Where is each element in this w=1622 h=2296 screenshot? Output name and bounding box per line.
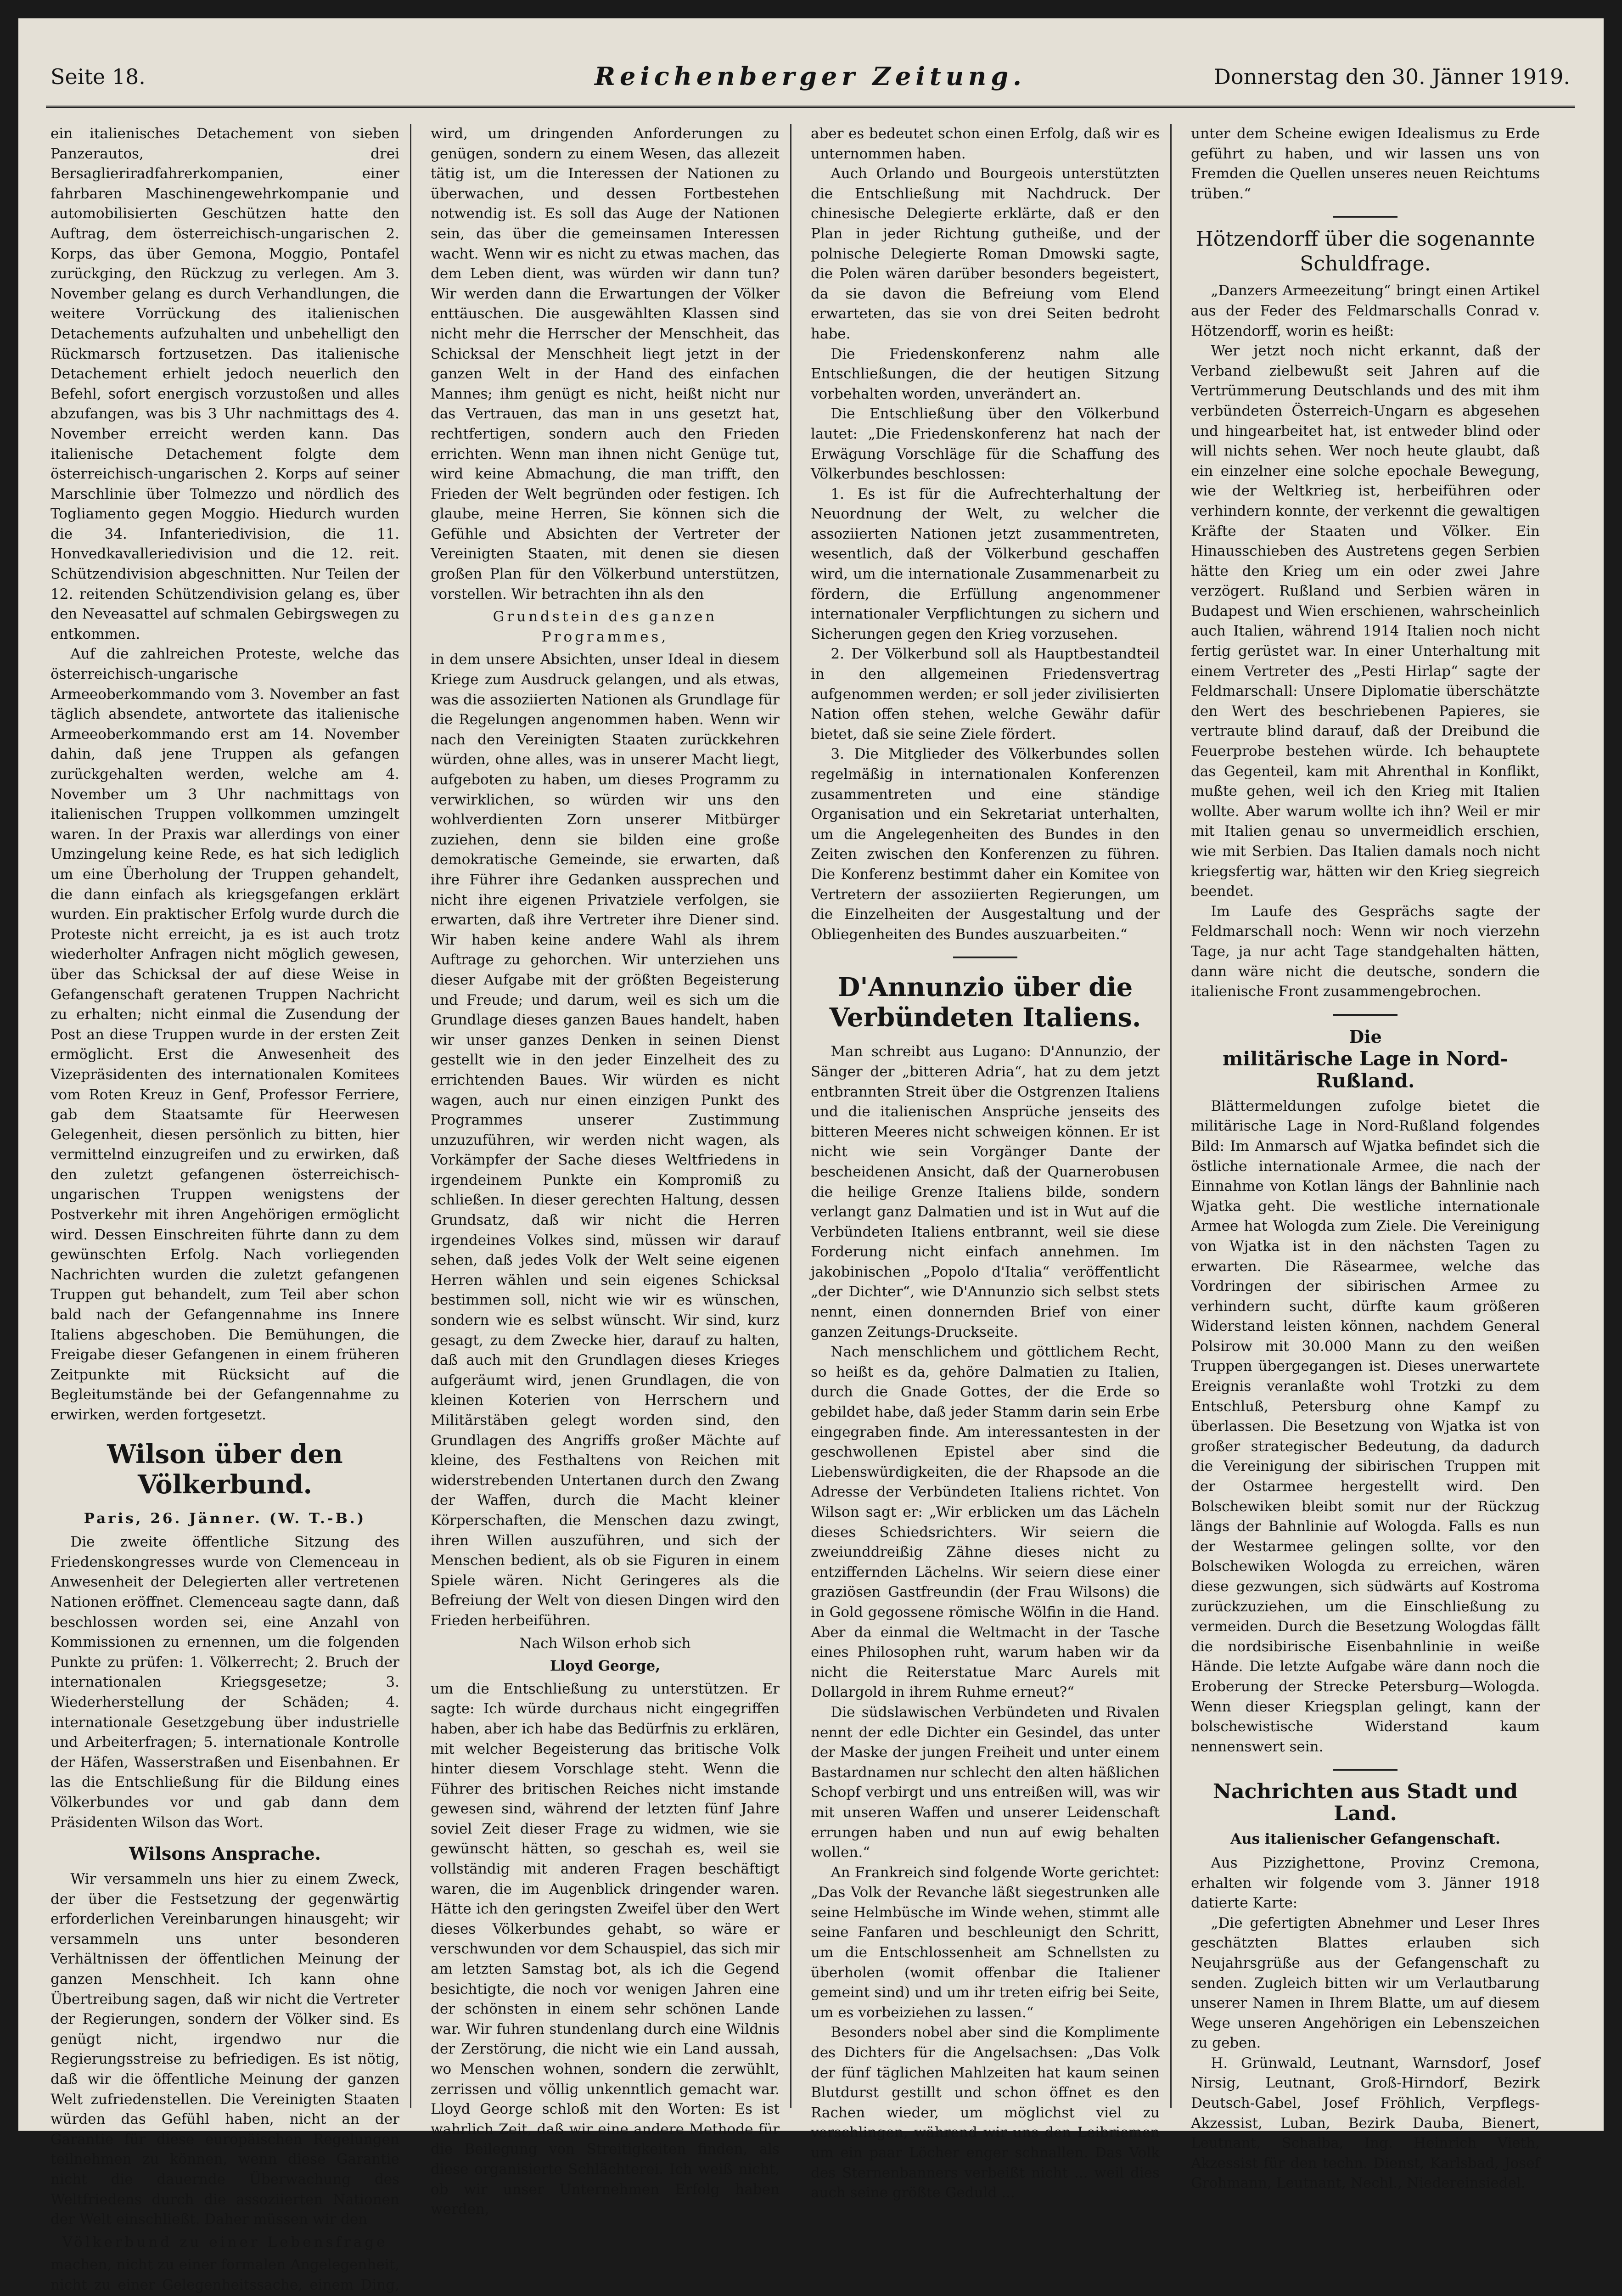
section-divider (1333, 1769, 1398, 1771)
headline-nordrussland: militärische Lage in Nord-Rußland. (1222, 1047, 1508, 1092)
paragraph: aber es bedeutet schon einen Erfolg, daß wir es unternommen haben. (811, 125, 1160, 162)
headline-annunzio: D'Annunzio über die Verbündeten Italiens. (829, 972, 1141, 1033)
paragraph: Besonders nobel aber sind die Komplimente des Dichters für die Angelsachsen: „Das Volk der fünf täglichen Mahlzeiten hat kaum seinen Blutdurst gestillt und schon öffnet es den Rachen wieder, um möglichst viel zu verschlingen, während wir uns den Leibriemen um ein paar Löcher enger schnallen. Das Volk des Sternenbanners verbeißt nicht ... weil dies auch seine größte Geduld ... (811, 2024, 1160, 2201)
paragraph: unter dem Scheine ewigen Idealismus zu Erde geführt zu haben, und wir lassen uns von Fremden die Quellen unseres neuen Reichtums trüben.“ (1191, 125, 1540, 202)
section-divider (1333, 1014, 1398, 1016)
column-4 (1191, 124, 1540, 2192)
column-rule (790, 124, 791, 2108)
headline-die: Die (1349, 1026, 1382, 1047)
paragraph: Wer jetzt noch nicht erkannt, daß der Verband zielbewußt seit Jahren auf die Vertrümmerung Deutschlands und des mit ihm verbündeten Österreich-Ungarn es abgesehen und hingearbeitet hat, ist entweder blind oder will nichts sehen. Wer noch heute glaubt, daß ein einzelner eine solche epochale Bewegung, wie der Weltkrieg ist, herbeiführen oder verhindern konnte, der verkennt die gewaltigen Kräfte der Staaten und Völker. Ein Hinausschieben des Austretens gegen Serbien hätte den Krieg um ein oder zwei Jahre verzögert. Rußland und Serbien wären in Budapest und Wien erschienen, wahrscheinlich auch Italien, während 1914 Italien noch nicht fertig gerüstet war. In einer Unterhaltung mit einem Vertreter des „Pesti Hirlap“ sagte der Feldmarschall: Unsere Diplomatie überschätzte den Wert des beschriebenen Papieres, sie vertraute blind darauf, daß der Dreibund die Feuerprobe bestehen würde. Ich behauptete das Gegenteil, kam mit Ahrenthal in Konflikt, mußte gehen, weil ich den Krieg mit Italien wollte. Aber warum wollte ich ihn? Weil er mir mit Italien genau so unvermeidlich erschien, wie mit Serbien. Das Italien damals noch nicht kriegsfertig war, hätten wir den Krieg siegreich beendet. (1191, 343, 1540, 900)
paragraph: H. Grünwald, Leutnant, Warnsdorf, Josef Nirsig, Leutnant, Groß-Hirndorf, Bezirk Deutsch-Gabel, Josef Fröhlich, Verpflegs-Akzessist, Luban, Bezirk Dauba, Bienert, Leutnant, Schaiba, Ing. Heinrich Vieth, Akzessist für den techn. Dienst, Karlsbad, Josef Grohmann, Leutnant, Nechl., Niedereinsiedel. (1191, 2054, 1540, 2192)
column-rule (1170, 124, 1172, 2108)
paragraph: Aus Pizzighettone, Provinz Cremona, erhalten wir folgende vom 3. Jänner 1918 datierte Karte: (1191, 1854, 1540, 1912)
emphasis-line: Grundstein des ganzen Programmes, (493, 608, 718, 645)
paragraph: Die Friedenskonferenz nahm alle Entschließungen, die der heutigen Sitzung vorbehalten worden, unverändert an. (811, 345, 1160, 402)
newspaper-page (18, 18, 1604, 2293)
page-number: Seite 18. (51, 64, 146, 89)
paragraph: Nach menschlichem und göttlichem Recht, so heißt es da, gehöre Dalmatien zu Italien, durch die Gnade Gottes, der die Erde so gebildet habe, daß jeder Stamm darin sein Erbe eingegraben finde. Am interessantesten in der geschwollenen Epistel aber sind die Liebenswürdigkeiten, die der Rhapsode an die Adresse der Verbündeten Italiens richtet. Von Wilson sagt er: „Wir erblicken um das Lächeln dieses Schiedsrichters. Wir seiern die zweiunddreißig Zähne dieses nicht zu entziffernden Lächelns. Wir seiern diese einer graziösen Gastfreundin (der Frau Wilsons) die in Gold gegossene römische Wölfin in die Hand. Aber da einmal die Weltmacht in der Tasche eines Philosophen ruht, warum haben wir da nicht die Reiterstatue Marc Aurels mit Dollargold in ihrem Ruhme erneut?“ (811, 1344, 1160, 1701)
paragraph: machen, nicht zu einer formalen Angelegenheit, nicht zu einer Gelegenheitssache, einem Ding, (51, 2257, 399, 2293)
headline-nachrichten: Nachrichten aus Stadt und Land. (1212, 1780, 1518, 1826)
paragraph: 2. Der Völkerbund soll als Hauptbestandteil in den allgemeinen Friedensvertrag aufgenommen werden; er soll jeder zivilisierten Nation offen stehen, welche Gewähr dafür bietet, daß sie seine Ziele fördert. (811, 646, 1160, 743)
page-header (46, 55, 1575, 108)
paragraph: „Danzers Armeezeitung“ bringt einen Artikel aus der Feder des Feldmarschalls Conrad v. Hötzendorff, worin es heißt: (1191, 282, 1540, 339)
subheading-gefangenschaft: Aus italienischer Gefangenschaft. (1230, 1831, 1500, 1848)
section-divider (1333, 216, 1398, 218)
paragraph: Die Entschließung über den Völkerbund lautet: „Die Friedenskonferenz hat nach der Erwägung Vorschläge für die Schaffung des Völkerbundes beschlossen: (811, 405, 1160, 483)
paragraph: Die südslawischen Verbündeten und Rivalen nennt der edle Dichter ein Gesindel, das unter der Maske der jungen Freiheit und unter einem Bastardnamen nur schlecht den alten häßlichen Schopf verbirgt und uns entreißen will, was wir mit unseren Waffen und unserer Leidenschaft errungen haben und nun auf ewig behalten wollen.“ (811, 1704, 1160, 1861)
masthead-title: Reichenberger Zeitung. (595, 62, 1026, 91)
paragraph: Blättermeldungen zufolge bietet die militärische Lage in Nord-Rußland folgendes Bild: Im Anmarsch auf Wjatka befindet sich die östliche internationale Armee, die nach der Einnahme von Kotlan längs der Bahnlinie nach Wjatka geht. Die westliche internationale Armee hat Wologda zum Ziele. Die Vereinigung von Wjatka ist in den nächsten Tagen zu erwarten. Die Räsearmee, welche das Vordringen der sibirischen Armee zu verhindern sucht, dürfte kaum größeren Widerstand leisten können, nachdem General Polsirow mit 30.000 Mann zu den weißen Truppen übergegangen ist. Dieses unerwartete Ereignis veranlaßte wohl Trotzki zu dem Entschluß, Petersburg ohne Kampf zu überlassen. Die Besetzung von Wjatka ist von großer strategischer Bedeutung, da dadurch die Vereinigung der sibirischen Truppen mit der Ostarmee hergestellt wird. Den Bolschewiken bleibt somit nur der Rückzug längs der Bahnlinie auf Wologda. Falls es nun der Westarmee gelingen sollte, vor den Bolschewiken Wologda zu erreichen, wären diese gezwungen, sich südwärts auf Kostroma zurückzuziehen, um die Einschließung zu vermeiden. Durch die Besetzung Wologdas fällt die nordsibirische Eisenbahnlinie in weiße Hände. Die letzte Aufgabe wäre dann noch die Eroberung der Strecke Petersburg—Wologda. Wenn dieser Kriegsplan gelingt, kann der bolschewistische Widerstand kaum nennenswert sein. (1191, 1097, 1540, 1755)
emphasis-line: Nach Wilson erhob sich (519, 1635, 691, 1652)
column-rule (410, 124, 411, 2108)
paragraph: An Frankreich sind folgende Worte gerichtet: „Das Volk der Revanche läßt siegestrunken alle seine Helmbüsche im Winde wehen, stimmt alle seine Fanfaren und beschleunigt den Schritt, um die Entschlossenheit am Schnellsten zu überholen (womit offenbar die Italiener gemeint sind) und um ihr treten eifrig bei Seite, um es vorbeiziehen zu lassen.“ (811, 1864, 1160, 2021)
paragraph: 1. Es ist für die Aufrechterhaltung der Neuordnung der Welt, zu welcher die assoziierten Nationen jetzt zusammentreten, wesentlich, daß der Völkerbund geschaffen wird, um die internationale Zusammenarbeit zu fördern, die Erfüllung angenommener internationaler Verpflichtungen zu sichern und Sicherungen gegen den Krieg vorzusehen. (811, 485, 1160, 642)
emphasis-line: Völkerbund zu einer Lebensfrage (62, 2234, 388, 2251)
section-divider (953, 957, 1017, 958)
paragraph: Auf die zahlreichen Proteste, welche das österreichisch-ungarische Armeeoberkommando vom 3. November an fast täglich absendete, antwortete das italienische Armeeoberkommando erst am 14. November dahin, daß jene Truppen als gefangen zurückgehalten werden, welche am 4. November um 3 Uhr nachmittags von italienischen Truppen vollkommen umzingelt waren. In der Praxis war allerdings von einer Umzingelung keine Rede, es hat sich lediglich um eine Überholung der Truppen gehandelt, die dann einfach als kriegsgefangen erklärt wurden. Ein praktischer Erfolg wurde durch die Proteste nicht erreicht, ja es ist auch trotz wiederholter Anfragen nicht möglich gewesen, über das Schicksal der auf diese Weise in Gefangenschaft geratenen Truppen Nachricht zu erhalten; nicht einmal die Zusendung der Post an diese Truppen wurde in der ersten Zeit ermöglicht. Erst die Anwesenheit des Vizepräsidenten des internationalen Komitees vom Roten Kreuz in Genf, Professor Ferriere, gab dem Staatsamte für Heerwesen Gelegenheit, diesen persönlich zu bitten, hier vermittelnd einzugreifen und zu erwirken, daß den zuletzt gefangenen österreichisch-ungarischen Truppen wenigstens der Postverkehr mit ihren Angehörigen ermöglicht wird. Dessen Einschreiten führte dann zu dem gewünschten Erfolg. Nach vorliegenden Nachrichten wurden die zuletzt gefangenen Truppen gut behandelt, zum Teil aber schon bald nach der Gefangennahme ins Innere Italiens abgeschoben. Die Bemühungen, die Freigabe dieser Gefangenen in einem früheren Zeitpunkte mit Rücksicht auf die Begleitumstände bei der Gefangennahme zu erwirken, werden fortgesetzt. (51, 646, 399, 1423)
subheading-ansprache: Wilsons Ansprache. (129, 1843, 321, 1864)
dateline: Paris, 26. Jänner. (W. T.-B.) (84, 1510, 366, 1527)
paragraph: ein italienisches Detachement von sieben Panzerautos, drei Bersaglieriradfahrerkompanien, einer fahrbaren Maschinengewehrkompanie und automobilisierten Geschützen hatte den Auftrag, dem österreichisch-ungarischen 2. Korps, das über Gemona, Moggio, Pontafel zurückging, den Rückzug zu verlegen. Am 3. November gelang es durch Verhandlungen, die weitere Vorrückung des italienischen Detachements aufzuhalten und unbehelligt den Rückmarsch fortzusetzen. Das italienische Detachement erhielt jedoch neuerlich den Befehl, sofort energisch vorzustoßen und alles abzufangen, was bis 3 Uhr nachmittags des 4. November erreicht werden kann. Das italienische Detachement folgte dem österreichisch-ungarischen 2. Korps auf seiner Marschlinie über Tolmezzo und nördlich des Togliamento gegen Moggio. Hiedurch wurden die 34. Infanteriedivision, die 11. Honvedkavalleriedivision und die 12. reit. Schützendivision abgeschnitten. Nur Teilen der 12. reitenden Schützendivision gelang es, über den Neveasattel auf schmalen Gebirgswegen zu entkommen. (51, 125, 399, 642)
paragraph: Wir versammeln uns hier zu einem Zweck, der über die Festsetzung der gegenwärtig erforderlichen Vereinbarungen hinausgeht; wir versammeln uns unter besonderen Verhältnissen der öffentlichen Meinung der ganzen Menschheit. Ich kann ohne Übertreibung sagen, daß wir nicht die Vertreter der Regierungen, sondern der Völker sind. Es genügt nicht, irgendwo nur die Regierungsstreise zu befriedigen. Es ist nötig, daß wir die öffentliche Meinung der ganzen Welt zufriedenstellen. Die Vereinigten Staaten würden das Gefühl haben, nicht an der Garantie für diese europäischen Regelungen teilnehmen zu können, wenn diese Garantie nicht die dauernde Überwachung des Weltfriedens durch die assoziierten Nationen der Welt einschließt. Daher müssen wir den (51, 1871, 399, 2228)
paragraph: wird, um dringenden Anforderungen zu genügen, sondern zu einem Wesen, das allezeit tätig ist, um die Interessen der Nationen zu überwachen, und dessen Fortbestehen notwendig ist. Es soll das Auge der Nationen sein, das über die gemeinsamen Interessen wacht. Wenn wir es nicht zu etwas machen, das dem Leben dient, was würden wir dann tun? Wir werden dann die Erwartungen der Völker enttäuschen. Die ausgewählten Klassen sind nicht mehr die Herrscher der Menschheit, das Schicksal der Menschheit liegt jetzt in der ganzen Welt in der Hand des einfachen Mannes; ihm genügt es nicht, heißt nicht nur das Vertrauen, das man in uns gesetzt hat, rechtfertigen, sondern auch den Frieden errichten. Wenn man ihnen nicht Genüge tut, wird keine Abmachung, die man trifft, den Frieden der Welt begründen oder festigen. Ich glaube, meine Herren, Sie können sich die Gefühle und Absichten der Vertreter der Vereinigten Staaten, mit denen sie diesen großen Plan für den Völkerbund unterstützen, vorstellen. Wir betrachten ihn als den (431, 125, 780, 602)
paragraph: Im Laufe des Gesprächs sagte der Feldmarschall noch: Wenn wir noch vierzehn Tage, ja nur acht Tage standgehalten hätten, dann wäre nicht die deutsche, sondern die italienische Front zusammengebrochen. (1191, 903, 1540, 1000)
column-3 (811, 124, 1160, 2201)
paragraph: Die zweite öffentliche Sitzung des Friedenskongresses wurde von Clemenceau in Anwesenheit der Delegierten aller vertretenen Nationen eröffnet. Clemenceau sagte dann, daß beschlossen worden sei, eine Anzahl von Kommissionen zu ernennen, um die folgenden Punkte zu prüfen: 1. Völkerrecht; 2. Bruch der internationalen Kriegsgesetze; 3. Wiederherstellung der Schäden; 4. internationale Gesetzgebung über industrielle und Arbeiterfragen; 5. internationale Kontrolle der Häfen, Wasserstraßen und Eisenbahnen. Er las die Entschließung für die Bildung eines Völkerbundes vor und gab dann dem Präsidenten Wilson das Wort. (51, 1534, 399, 1831)
paragraph: „Die gefertigten Abnehmer und Leser Ihres geschätzten Blattes erlauben sich Neujahrsgrüße aus der Gefangenschaft zu senden. Zugleich bitten wir um Verlautbarung unserer Namen in Ihrem Blatte, um auf diesem Wege unseren Angehörigen ein Lebenszeichen zu geben. (1191, 1914, 1540, 2052)
column-1 (51, 124, 399, 2293)
paragraph: Auch Orlando und Bourgeois unterstützten die Entschließung mit Nachdruck. Der chinesische Delegierte erklärte, daß er den Plan in jeder Richtung gutheiße, und der polnische Delegierte Roman Dmowski sagte, die Polen wären darüber besonders begeistert, da sie davon die Befreiung vom Elend erwarteten, das sie von drei Seiten bedroht habe. (811, 165, 1160, 342)
paragraph: Man schreibt aus Lugano: D'Annunzio, der Sänger der „bitteren Adria“, hat zu dem jetzt entbrannten Streit über die Ostgrenzen Italiens und die italienischen Ansprüche jenseits des bitteren Meeres nicht schweigen können. Er ist nicht wie sein Vorgänger Dante der bescheidenen Ansicht, daß der Quarnerobusen die heilige Grenze Italiens bilde, sondern verlangt ganz Dalmatien und ist in Wut auf die Verbündeten Italiens entbrannt, weil sie diese Forderung nicht einfach annehmen. Im jakobinischen „Popolo d'Italia“ veröffentlicht „der Dichter“, wie D'Annunzio sich selbst stets nennt, einen donnernden Brief von einer ganzen Zeitungs-Druckseite. (811, 1043, 1160, 1340)
paragraph: um die Entschließung zu unterstützen. Er sagte: Ich würde durchaus nicht eingegriffen haben, aber ich habe das Bedürfnis zu erklären, mit welcher Begeisterung das britische Volk hinter diesem Vorschlage steht. Wenn die Führer des britischen Reiches nicht imstande gewesen sind, während der letzten fünf Jahre soviel Zeit dieser Frage zu widmen, wie sie gewünscht hätten, so geschah es, weil sie vollständig mit anderen Fragen beschäftigt waren, die im Augenblick dringender waren. Hätte ich den geringsten Zweifel über den Wert dieses Völkerbundes gehabt, so wäre er verschwunden vor dem Schauspiel, das sich mir am letzten Samstag bot, als ich die Gegend besichtigte, die noch vor wenigen Jahren eine der schönsten in einem sehr schönen Lande war. Wir fuhren stundenlang durch eine Wildnis der Zerstörung, die nicht wie ein Land aussah, wo Menschen wohnen, sondern die zerwühlt, zerrissen und völlig unkenntlich gemacht war. Lloyd George schloß mit den Worten: Es ist wahrlich Zeit, daß wir eine andere Methode für die Beilegung von Streitigkeiten finden, als diese organisierte Schlächterei. Ich weiß nicht, ob wir unser Unternehmen Erfolg haben werden, (431, 1680, 780, 2218)
paragraph: 3. Die Mitglieder des Völkerbundes sollen regelmäßig in internationalen Konferenzen zusammentreten und eine ständige Organisation und ein Sekretariat unterhalten, um die Angelegenheiten des Bundes in den Zeiten zwischen den Konferenzen zu führen. Die Konferenz bestimmt daher ein Komitee von Vertretern der assoziierten Regierungen, um die Einzelheiten der Ausgestaltung und der Obliegenheiten des Bundes auszuarbeiten.“ (811, 746, 1160, 943)
paragraph: in dem unsere Absichten, unser Ideal in diesem Kriege zum Ausdruck gelangen, und als etwas, was die assoziierten Nationen als Grundlage für die Regelungen angenommen haben. Wenn wir nach den Vereinigten Staaten zurückkehren würden, ohne alles, was in unserer Macht liegt, aufgeboten zu haben, um dieses Programm zu verwirklichen, so würden wir uns den wohlverdienten Zorn unserer Mitbürger zuziehen, denn sie bilden eine große demokratische Gemeinde, sie erwarten, daß ihre Führer ihre Gedanken aussprechen und nicht ihre eigenen Privatziele verfolgen, sie erwarten, daß ihre Vertreter ihre Diener sind. Wir haben keine andere Wahl als ihrem Auftrage zu gehorchen. Wir unterziehen uns dieser Aufgabe mit der größten Begeisterung und Freude; und darum, weil es sich um die Grundlage dieses ganzen Baues handelt, haben wir unser ganzes Denken in seinen Dienst gestellt wie in den jeder Einzelheit des zu errichtenden Baues. Wir würden es nicht wagen, auch nur einen einzigen Punkt des Programmes unserer Zustimmung unzuzuführen, wir werden nicht wagen, als Vorkämpfer der Sache dieses Weltfriedens in irgendeinem Punkte ein Kompromiß zu schließen. In dieser gerechten Haltung, dessen Grundsatz, daß wir nicht die Herren irgendeines Volkes sind, müssen wir darauf sehen, daß jedes Volk der Welt seine eigenen Herren wählen und sein eigenes Schicksal bestimmen soll, nicht wie wir es wünschen, sondern wie es selbst wünscht. Wir sind, kurz gesagt, zu dem Zwecke hier, darauf zu halten, daß auch mit den Grundlagen dieses Krieges aufgeräumt wird, jenen Grundlagen, die von kleinen Koterien von Herrschern und Militärstäben gelegt worden sind, den Grundlagen des Angriffs großer Mächte auf kleine, des Festhaltens von Reichen mit widerstrebenden Untertanen durch den Zwang der Waffen, durch die Macht kleiner Körperschaften, die Menschen dazu zwingt, ihren Willen auszuführen, und sich der Menschen bedient, als ob sie Figuren in einem Spiele wären. Nicht Geringeres als die Befreiung der Welt von diesen Dingen wird den Frieden herbeiführen. (431, 651, 780, 1629)
speaker-name: Lloyd George, (550, 1658, 661, 1675)
column-2 (431, 124, 780, 2218)
headline-wilson: Wilson über den Völkerbund. (107, 1439, 343, 1500)
headline-hoetzendorf: Hötzendorff über die sogenannte Schuldfrage. (1195, 227, 1535, 276)
issue-date: Donnerstag den 30. Jänner 1919. (1214, 64, 1570, 89)
